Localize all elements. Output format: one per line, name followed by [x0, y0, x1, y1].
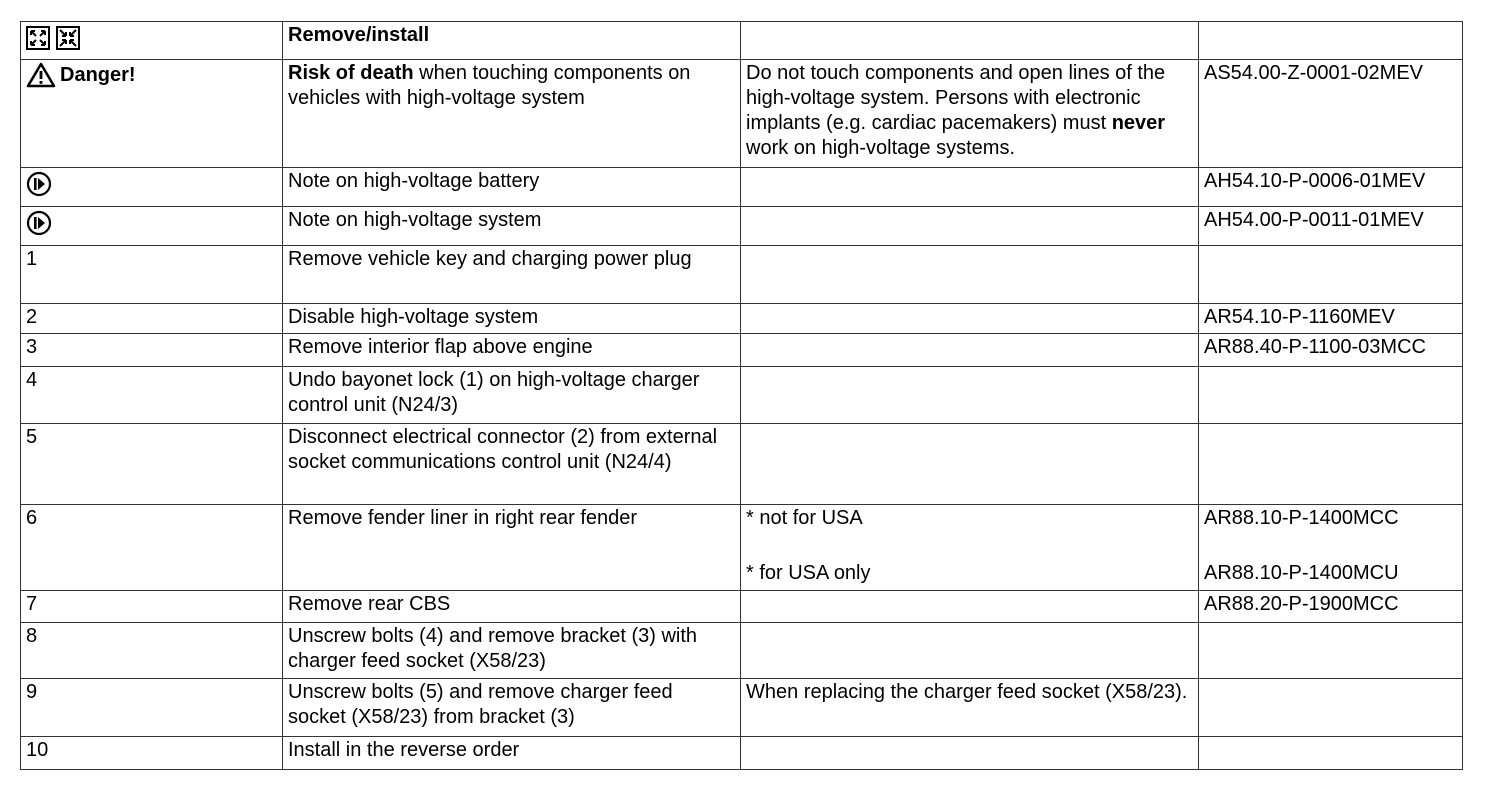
step-note: [741, 367, 1199, 424]
step-text: Remove rear CBS: [283, 591, 741, 623]
note-row: [21, 207, 1463, 246]
step-row: [21, 246, 1463, 304]
note-text: Note on high-voltage battery: [283, 168, 741, 207]
step-note: [741, 737, 1199, 770]
step-text: Disable high-voltage system: [283, 304, 741, 334]
step-number: 10: [21, 737, 283, 770]
step-note: * not for USA: [746, 507, 863, 529]
step-number: 8: [21, 623, 283, 679]
page-title: Remove/install: [283, 22, 741, 60]
risk-text: when touching components on vehicles with high-voltage system: [288, 62, 691, 109]
step-ref-cell: [1199, 505, 1463, 591]
reference-link[interactable]: AH54.10-P-0006-01MEV: [1204, 170, 1426, 192]
step-number: 5: [21, 424, 283, 505]
danger-label: Danger!: [60, 63, 136, 86]
step-text: Undo bayonet lock (1) on high-voltage charger control unit (N24/3): [283, 367, 741, 424]
step-note-cell: [741, 505, 1199, 591]
step-row: [21, 737, 1463, 770]
header-row: [21, 22, 1463, 60]
step-number: 7: [21, 591, 283, 623]
step-text: Install in the reverse order: [283, 737, 741, 770]
step-text: Unscrew bolts (5) and remove charger feed socket (X58/23) from bracket (3): [283, 679, 741, 737]
header-empty-cell: [741, 22, 1199, 60]
step-row: [21, 679, 1463, 737]
note-text: Note on high-voltage system: [283, 207, 741, 246]
step-number: 9: [21, 679, 283, 737]
note-icon: [26, 171, 52, 197]
danger-row: [21, 60, 1463, 168]
note-row: [21, 168, 1463, 207]
reference-link[interactable]: AH54.00-P-0011-01MEV: [1204, 209, 1424, 231]
step-row: [21, 334, 1463, 367]
instr-text-a: Do not touch components and open lines of the high-voltage system. Persons with electronic implants (e.g. cardiac pacemakers) must: [746, 62, 1166, 134]
step-note: [741, 304, 1199, 334]
step-text: Remove vehicle key and charging power plug: [283, 246, 741, 304]
header-icons-cell: [21, 22, 283, 60]
step-text: Remove fender liner in right rear fender: [283, 505, 741, 591]
procedure-table: [20, 21, 1463, 770]
step-note: [741, 424, 1199, 505]
step-note: When replacing the charger feed socket (X58/23).: [741, 679, 1199, 737]
step-text: Unscrew bolts (4) and remove bracket (3) with charger feed socket (X58/23): [283, 623, 741, 679]
step-row: [21, 367, 1463, 424]
note-icon: [26, 210, 52, 236]
step-number: 6: [21, 505, 283, 591]
warning-icon: [26, 62, 56, 88]
step-row: [21, 623, 1463, 679]
step-text: Remove interior flap above engine: [283, 334, 741, 367]
risk-bold: Risk of death: [288, 62, 414, 84]
reference-link[interactable]: AR88.40-P-1100-03MCC: [1204, 336, 1426, 358]
step-text: Disconnect electrical connector (2) from external socket communications control unit (N24/4): [283, 424, 741, 505]
instr-text-b: work on high-voltage systems.: [746, 137, 1016, 159]
step-note: * for USA only: [746, 562, 871, 584]
step-row: [21, 591, 1463, 623]
step-number: 3: [21, 334, 283, 367]
collapse-icon[interactable]: [56, 26, 80, 50]
step-row: [21, 304, 1463, 334]
step-note: [741, 623, 1199, 679]
step-note: [741, 334, 1199, 367]
instr-bold: never: [1111, 112, 1166, 134]
step-row: [21, 505, 1463, 591]
step-number: 2: [21, 304, 283, 334]
expand-icon[interactable]: [26, 26, 50, 50]
reference-link[interactable]: AR88.20-P-1900MCC: [1204, 593, 1399, 615]
danger-ref-cell: [1199, 60, 1463, 168]
danger-risk-cell: [283, 60, 741, 168]
step-row: [21, 424, 1463, 505]
reference-link[interactable]: AR88.10-P-1400MCU: [1204, 562, 1399, 584]
danger-instruction-cell: [741, 60, 1199, 168]
reference-link[interactable]: AS54.00-Z-0001-02MEV: [1204, 62, 1424, 84]
step-number: 1: [21, 246, 283, 304]
step-note: [741, 591, 1199, 623]
reference-link[interactable]: AR88.10-P-1400MCC: [1204, 507, 1399, 529]
step-note: [741, 246, 1199, 304]
header-empty-cell: [1199, 22, 1463, 60]
step-number: 4: [21, 367, 283, 424]
reference-link[interactable]: AR54.10-P-1160MEV: [1204, 306, 1395, 328]
danger-cell: [21, 60, 283, 168]
